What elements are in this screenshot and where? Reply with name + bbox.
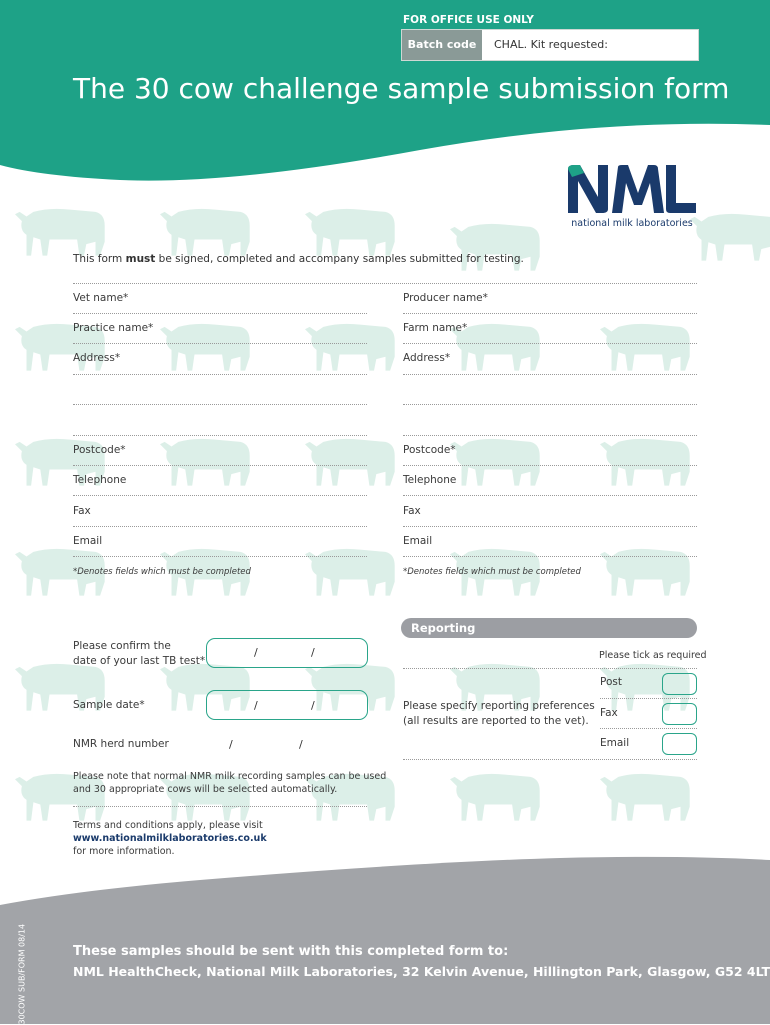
reporting-prefs-line1: Please specify reporting preferences	[403, 700, 595, 712]
divider	[73, 495, 367, 496]
nmr-note-line2: and 30 appropriate cows will be selected automatically.	[73, 784, 338, 795]
vet-required-note: *Denotes fields which must be completed	[73, 567, 251, 577]
producer-telephone-field[interactable]: Telephone	[403, 474, 457, 486]
producer-postcode-field[interactable]: Postcode*	[403, 444, 456, 456]
divider	[600, 698, 697, 699]
divider	[73, 404, 367, 405]
divider	[73, 313, 367, 314]
producer-name-field[interactable]: Producer name*	[403, 292, 488, 304]
terms-line1: Terms and conditions apply, please visit	[73, 820, 263, 831]
divider	[600, 728, 697, 729]
logo-text: national milk laboratories	[571, 218, 693, 229]
form-code: 30COW SUB/FORM 08/14	[17, 923, 27, 1025]
divider	[73, 374, 367, 375]
divider	[403, 526, 697, 527]
terms-text	[73, 819, 267, 858]
intro-bold: must	[125, 253, 156, 265]
vet-postcode-field[interactable]: Postcode*	[73, 444, 126, 456]
website-link[interactable]: www.nationalmilklaboratories.co.uk	[73, 833, 267, 844]
sample-date-label: Sample date*	[73, 699, 145, 711]
reporting-prefs-line2: (all results are reported to the vet).	[403, 715, 589, 727]
divider	[403, 435, 697, 436]
herd-separator: /	[229, 738, 233, 751]
divider	[403, 313, 697, 314]
divider	[403, 759, 697, 760]
email-checkbox[interactable]	[662, 733, 697, 755]
producer-address-field[interactable]: Address*	[403, 352, 451, 364]
divider	[73, 526, 367, 527]
nmr-herd-number-label: NMR herd number	[73, 738, 169, 750]
page-title: The 30 cow challenge sample submission form	[73, 72, 730, 105]
intro-before: This form	[73, 253, 126, 265]
producer-fax-field[interactable]: Fax	[403, 505, 421, 517]
divider	[73, 343, 367, 344]
terms-line3: for more information.	[73, 846, 175, 857]
nml-logo-mark	[566, 163, 698, 215]
tb-test-label-line2: date of your last TB test*	[73, 655, 206, 667]
post-checkbox[interactable]	[662, 673, 697, 695]
intro-after: be signed, completed and accompany samples submitted for testing.	[155, 253, 524, 265]
herd-separator: /	[299, 738, 303, 751]
email-option-label: Email	[600, 737, 630, 749]
producer-required-note: *Denotes fields which must be completed	[403, 567, 581, 577]
divider	[403, 495, 697, 496]
reporting-preferences-label	[403, 699, 595, 729]
vet-telephone-field[interactable]: Telephone	[73, 474, 127, 486]
post-option-label: Post	[600, 676, 622, 688]
fax-option-label: Fax	[600, 707, 618, 719]
vet-address-field[interactable]: Address*	[73, 352, 121, 364]
date-separator: /	[311, 699, 315, 712]
nmr-note-line1: Please note that normal NMR milk recording samples can be used	[73, 771, 387, 782]
divider	[403, 374, 697, 375]
tb-test-date-input[interactable]	[206, 638, 368, 668]
nmr-note	[73, 770, 386, 796]
footer-heading: These samples should be sent with this completed form to:	[73, 944, 509, 959]
reporting-header: Reporting	[401, 618, 697, 638]
farm-name-field[interactable]: Farm name*	[403, 322, 468, 334]
practice-name-field[interactable]: Practice name*	[73, 322, 154, 334]
divider	[403, 556, 697, 557]
divider	[73, 806, 367, 807]
vet-email-field[interactable]: Email	[73, 535, 103, 547]
intro-text	[73, 253, 524, 265]
office-use-title: FOR OFFICE USE ONLY	[403, 14, 534, 26]
batch-code-label: Batch code	[402, 30, 482, 60]
nmr-herd-number-input[interactable]	[200, 738, 360, 752]
fax-checkbox[interactable]	[662, 703, 697, 725]
batch-code-box	[401, 29, 699, 61]
sample-date-input[interactable]	[206, 690, 368, 720]
vet-fax-field[interactable]: Fax	[73, 505, 91, 517]
date-separator: /	[311, 646, 315, 659]
divider	[73, 283, 697, 284]
producer-email-field[interactable]: Email	[403, 535, 433, 547]
vet-name-field[interactable]: Vet name*	[73, 292, 129, 304]
date-separator: /	[254, 699, 258, 712]
divider	[403, 343, 697, 344]
divider	[403, 404, 697, 405]
tb-test-label	[73, 639, 205, 669]
divider	[73, 435, 367, 436]
footer-wave	[0, 857, 770, 1024]
nml-logo	[566, 163, 698, 233]
tick-note: Please tick as required	[599, 650, 707, 661]
divider	[403, 668, 697, 669]
kit-requested-field[interactable]: CHAL. Kit requested:	[494, 38, 608, 51]
divider	[73, 465, 367, 466]
divider	[403, 465, 697, 466]
footer-address: NML HealthCheck, National Milk Laboratories, 32 Kelvin Avenue, Hillington Park, Glasgow, G52 4LT	[73, 964, 770, 979]
tb-test-label-line1: Please confirm the	[73, 640, 171, 652]
divider	[73, 556, 367, 557]
date-separator: /	[254, 646, 258, 659]
